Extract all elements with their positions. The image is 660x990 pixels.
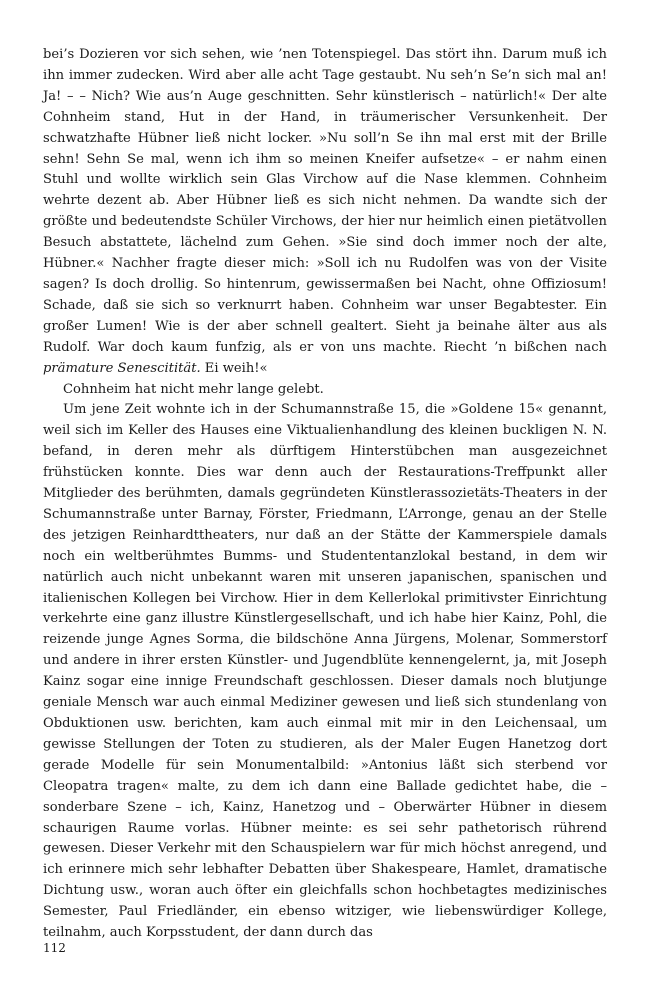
paragraph: Um jene Zeit wohnte ich in der Schumannstraße 15, die »Goldene 15« genannt, weil sich im Keller des Hauses eine Viktualienhandlung des kleinen buckligen N. N. befand, in deren mehr als dürftigem Hinterstübchen man ausgezeichnet frühstücken konnte. Dies war denn auch der Restaurations-Treffpunkt aller Mitglieder des berühmten, damals gegründeten Künstlerassozietäts-Theaters in der Schumannstraße unter Barnay, Förster, Friedmann, L’Arronge, genau an der Stelle des jetzigen Reinhardttheaters, nur daß an der Stätte der Kammerspiele damals noch ein weltberühmtes Bumms- und Studententanzlokal bestand, in dem wir natürlich auch nicht unbekannt waren mit unseren japanischen, spanischen und italienischen Kollegen bei Virchow. Hier in dem Kellerlokal primitivster Einrichtung verkehrte eine ganz illustre Künstlergesellschaft, und ich habe hier Kainz, Pohl, die reizende junge Agnes Sorma, die bildschöne Anna Jürgens, Molenar, Sommerstorf und andere in ihrer ersten Künstler- und Jugendblüte kennengelernt, ja, mit Joseph Kainz sogar eine innige Freundschaft geschlossen. Dieser damals noch blutjunge geniale Mensch war auch einmal Mediziner gewesen und ließ sich stundenlang von Obduktionen usw. berichten, kam auch einmal mit mir in den Leichensaal, um gewisse Stellungen der Toten zu studieren, als der Maler Eugen Hanetzog dort gerade Modelle für sein Monumentalbild: »Antonius läßt sich sterbend vor Cleopatra tragen« malte, zu dem ich dann eine Ballade gedichtet habe, die – sonderbare Szene – ich, Kainz, Hanetzog und – Oberwärter Hübner in diesem schaurigen Raume vorlas. Hübner meinte: es sei sehr pathetorisch rührend gewesen. Dieser Verkehr mit den Schauspielern war für mich höchst anregend, und ich erinnere mich sehr lebhafter Debatten über Shakespeare, Hamlet, dramatische Dichtung usw., woran auch öfter ein gleichfalls schon hochbetagtes medizinisches Semester, Paul Friedländer, ein ebenso witziger, wie liebenswürdiger Kollege, teilnahm, auch Korpsstudent, der dann durch das bbox=[43, 402, 607, 941]
body-text bbox=[43, 45, 607, 944]
paragraph-text: bei’s Dozieren vor sich sehen, wie ’nen Totenspiegel. Das stört ihn. Darum muß ich ihn immer zudecken. Wird aber alle acht Tage gestaubt. Nu seh’n Se’n sich mal an! Ja! – – Nich? Wie aus’n Auge geschnitten. Sehr künstlerisch – natürlich!« Der alte Cohnheim stand, Hut in der Hand, in träumerischer Versunkenheit. Der schwatzhafte Hübner ließ nicht locker. »Nu soll’n Se ihn mal erst mit der Brille sehn! Sehn Se mal, wenn ich ihm so meinen Kneifer aufsetze« – er nahm einen Stuhl und wollte wirklich sein Glas Virchow auf die Nase klemmen. Cohnheim wehrte dezent ab. Aber Hübner ließ es sich nicht nehmen. Da wandte sich der größte und bedeutendste Schüler Virchows, der hier nur heimlich einen pietätvollen Besuch abstattete, lächelnd zum Gehen. »Sie sind doch immer noch der alte, Hübner.« Nachher fragte dieser mich: »Soll ich nu Rudolfen was von der Visite sagen? Is doch drollig. So hintenrum, gewissermaßen bei Nacht, ohne Offiziosum! Schade, daß sie sich so verknurrt haben. Cohnheim war unser Begabtester. Ein großer Lumen! Wie is der aber schnell gealtert. Sieht ja beinahe älter aus als Rudolf. War doch kaum funfzig, als er von uns machte. Riecht ’n bißchen nach bbox=[43, 47, 607, 355]
page-number: 112 bbox=[43, 941, 66, 955]
paragraph-text-end: Ei weih!« bbox=[200, 360, 268, 376]
emphasis-text: prämature Senescitität. bbox=[43, 360, 201, 376]
paragraph-continued bbox=[43, 45, 607, 380]
paragraph: Cohnheim hat nicht mehr lange gelebt. bbox=[63, 381, 324, 397]
